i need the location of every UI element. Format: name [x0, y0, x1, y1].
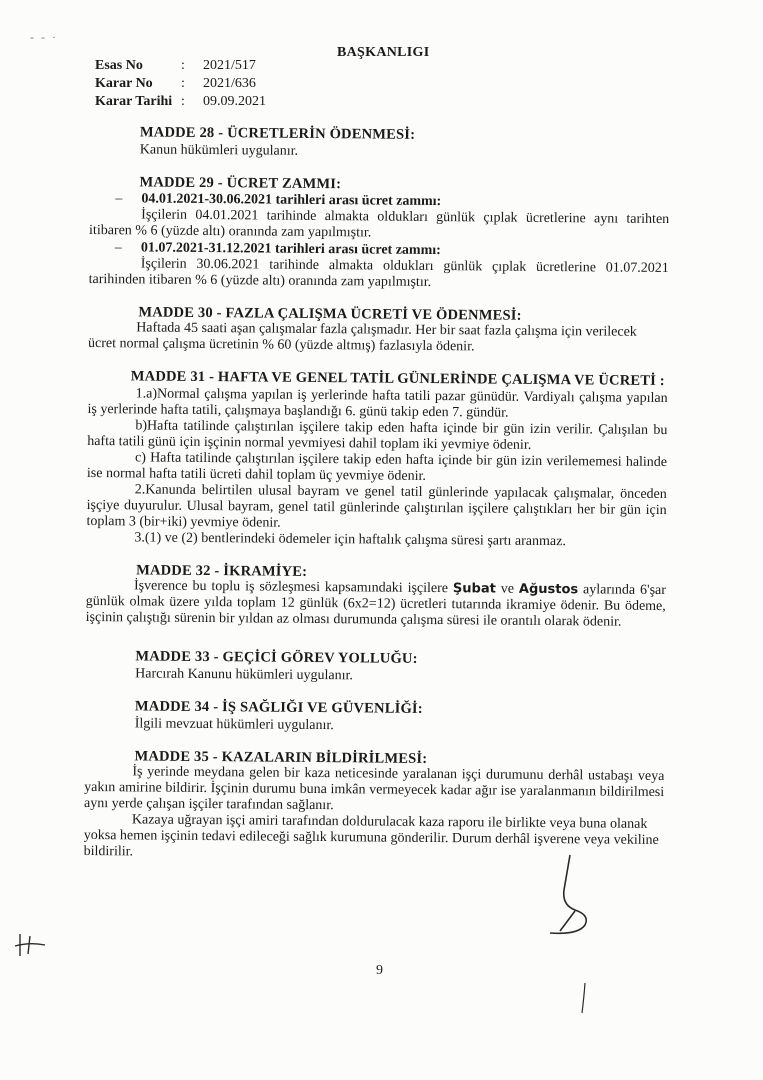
- article-paragraph: Haftada 45 saati aşan çalışmalar fazla çalışmadır. Her bir saat fazla çalışma için verilecek ücret normal çalışma ücretinin % 60 (yüzde altmış) fazlasıyla ödenir.: [88, 320, 637, 355]
- article-paragraph: Kanun hükümleri uygulanır.: [139, 142, 299, 159]
- meta-value: 2021/636: [203, 76, 256, 91]
- article-subheading: – 04.01.2021-30.06.2021 tarihleri arası ücret zammı:: [115, 191, 442, 210]
- bold-month: Ağustos: [518, 581, 579, 598]
- handwritten-initial: [12, 930, 48, 960]
- handwritten-signature: [530, 835, 610, 1025]
- article-31: [86, 368, 668, 551]
- case-meta: [95, 57, 355, 111]
- meta-value: 2021/517: [203, 58, 256, 73]
- article-title: MADDE 32 - İKRAMİYE:: [136, 562, 308, 580]
- article-29: [89, 174, 670, 293]
- article-title: MADDE 33 - GEÇİCİ GÖREV YOLLUĞU:: [135, 648, 418, 667]
- meta-label: Esas No: [95, 58, 143, 73]
- article-title: MADDE 34 - İŞ SAĞLIĞI VE GÜVENLİĞİ:: [134, 698, 423, 717]
- article-paragraph: İşverence bu toplu iş sözleşmesi kapsamındaki işçilere Şubat ve Ağustos aylarında 6'şar günlük olmak üzere yılda toplam 12 günlük (6x2=12) ücretleri tutarında ikramiye ödenir. Bu ödeme, işçinin çalıştığı sürenin bir yıldan az olması durumunda çalışma süresi ile orantılı olarak ödenir.: [85, 578, 667, 630]
- bold-month: Şubat: [452, 581, 496, 597]
- article-33: [85, 648, 665, 687]
- article-paragraph: b)Hafta tatilinde çalıştırılan işçilere takip eden hafta içinde bir gün izin verilir. Çalışılan bu hafta tatili günü için işçinin normal yevmiyesi dahil toplam iki yevmiye ödenir.: [87, 418, 668, 453]
- article-title: MADDE 28 - ÜCRETLERİN ÖDENMESİ:: [139, 124, 416, 143]
- article-paragraph: İş yerinde meydana gelen bir kaza neticesinde yaralanan işçi durumunu derhâl ustabaşı veya yakın amirine bildirir. İşçinin durumu buna imkân vermeyecek kadar ağır ise yaralanmanın bildirilmesi aynı yerde çalışan işçiler tarafından sağlanır.: [84, 764, 665, 814]
- meta-row-karar: Karar No : 2021/636: [95, 76, 256, 91]
- article-paragraph: Kazaya uğrayan işçi amiri tarafından doldurulacak kaza raporu ile birlikte veya buna olanak yoksa hemen işçinin tedavi edileceği sağlık kurumuna gönderilir. Durum derhâl işverene veya vekiline bildirilir.: [83, 812, 659, 860]
- article-28: [90, 124, 670, 163]
- header-title: BAŞKANLIGI: [337, 45, 430, 60]
- article-32: [86, 562, 667, 631]
- page-number: 9: [376, 963, 383, 978]
- article-title: MADDE 30 - FAZLA ÇALIŞMA ÜCRETİ VE ÖDENMESİ:: [138, 304, 522, 324]
- meta-label: Karar No: [95, 76, 153, 91]
- scan-artifact: - - ·: [30, 30, 58, 44]
- article-paragraph: İşçilerin 04.01.2021 tarihinde almakta oldukları günlük çıplak ücretlerine aynı tarihten itibaren % 6 (yüzde altı) oranında zam yapılmıştır.: [89, 207, 670, 241]
- meta-label: Karar Tarihi: [95, 94, 173, 109]
- article-paragraph: İşçilerin 30.06.2021 tarihinde almakta oldukları günlük çıplak ücretlerine 01.07.2021 tarihinden itibaren % 6 (yüzde altı) oranında zam yapılmıştır.: [88, 256, 669, 290]
- article-34: [85, 698, 665, 737]
- article-title: MADDE 29 - ÜCRET ZAMMI:: [139, 174, 342, 193]
- meta-row-karar-tarihi: Karar Tarihi : 09.09.2021: [95, 94, 266, 109]
- article-paragraph: c) Hafta tatilinde çalıştırılan işçilere takip eden hafta içinde bir gün izin verilememesi halinde ise normal hafta tatili ücreti dahil toplam üç yevmiye ödenir.: [86, 450, 668, 484]
- article-title: MADDE 31 - HAFTA VE GENEL TATİL GÜNLERİNDE ÇALIŞMA VE ÜCRETİ :: [130, 368, 665, 390]
- article-paragraph: 1.a)Normal çalışma yapılan iş yerlerinde hafta tatili pazar günüdür. Vardiyalı çalışma yapılan iş yerlerinde hafta tatili, çalışmaya başlandığı 6. günü takip eden 7. gündür.: [87, 386, 668, 421]
- article-title: MADDE 35 - KAZALARIN BİLDİRİLMESİ:: [134, 748, 428, 767]
- article-paragraph: 3.(1) ve (2) bentlerindeki ödemeler için haftalık çalışma süresi şartı aranmaz.: [134, 530, 566, 550]
- article-paragraph: Harcırah Kanunu hükümleri uygulanır.: [135, 666, 353, 684]
- article-paragraph: İlgili mevzuat hükümleri uygulanır.: [134, 716, 334, 734]
- meta-row-esas: Esas No : 2021/517: [95, 58, 256, 73]
- document-body: [83, 124, 670, 881]
- meta-value: 09.09.2021: [203, 94, 266, 109]
- article-30: [88, 304, 668, 357]
- article-subheading: – 01.07.2021-31.12.2021 tarihleri arası ücret zammı:: [114, 240, 441, 259]
- article-paragraph: 2.Kanunda belirtilen ulusal bayram ve genel tatil günlerinde yapılacak çalışmalar, önceden işçiye duyurulur. Ulusal bayram, genel tatil günlerinde çalıştırılan işçilere çalıştıkları her bir gün için toplam 3 (bir+iki) yevmiye ödenir.: [86, 482, 667, 531]
